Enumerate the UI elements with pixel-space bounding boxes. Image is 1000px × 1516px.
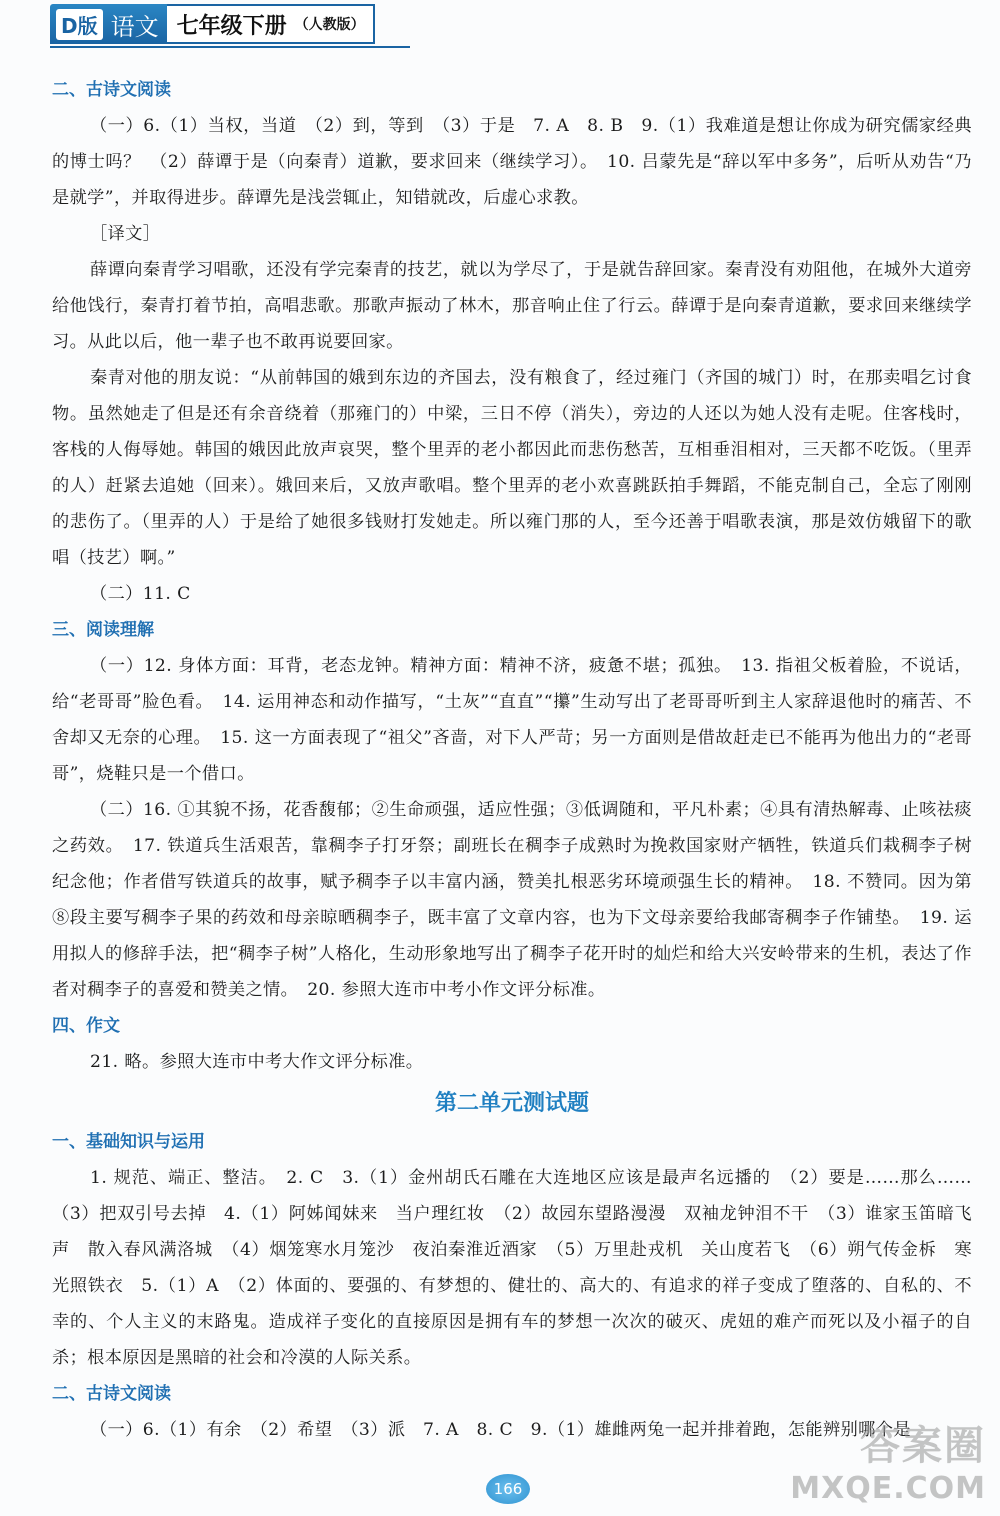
answer-paragraph: （一）6.（1）当权，当道 （2）到，等到 （3）于是 7. A 8. B 9.（1）我难道是想让你成为研究儒家经典的博士吗？ （2）薛谭于是（向秦青）道歉，要求回来（继续学习）。 10. 吕蒙先是“辞以军中多务”，后听从劝告“乃是就学”，并取得进步。薛谭先是浅尝辄止，知错就改，后虚心求教。	[52, 116, 972, 208]
answer-paragraph: 1. 规范、端正、整洁。 2. C 3.（1）金州胡氏石雕在大连地区应该是最声名远播的 （2）要是……那么…… （3）把双引号去掉 4.（1）阿姊闻妹来 当户理红妆 （2）故园东望路漫漫 双袖龙钟泪不干 （3）谁家玉笛暗飞声 散入春风满洛城 （4）烟笼寒水月笼沙 夜泊秦淮近酒家 （5）万里赴戎机 关山度若飞 （6）朔气传金柝 寒光照铁衣 5.（1）A （2）体面的、要强的、有梦想的、健壮的、高大的、有追求的祥子变成了堕落的、自私的、不幸的、个人主义的末路鬼。造成祥子变化的直接原因是拥有车的梦想一次次的破灭、虎妞的难产而死以及小福子的自杀；根本原因是黑暗的社会和冷漠的人际关系。	[52, 1168, 990, 1368]
page-number: 166	[486, 1474, 530, 1504]
section-title-reading: 三、阅读理解	[52, 620, 154, 640]
answer-paragraph: （一）6.（1）有余 （2）希望 （3）派 7. A 8. C 9.（1）雄雌两兔一起并排着跑，怎能辨别哪个是	[90, 1420, 911, 1440]
answer-paragraph: （二）16. ①其貌不扬，花香馥郁；②生命顽强，适应性强；③低调随和，平凡朴素；④具有清热解毒、止咳祛痰之药效。 17. 铁道兵生活艰苦，靠稠李子打牙祭；副班长在稠李子成熟时为挽救国家财产牺牲，铁道兵们栽稠李子树纪念他；作者借写铁道兵的故事，赋予稠李子以丰富内涵，赞美扎根恶劣环境顽强生长的精神。 18. 不赞同。因为第⑧段主要写稠李子果的药效和母亲晾晒稠李子，既丰富了文章内容，也为下文母亲要给我邮寄稠李子作铺垫。 19. 运用拟人的修辞手法，把“稠李子树”人格化，生动形象地写出了稠李子花开时的灿烂和给大兴安岭带来的生机，表达了作者对稠李子的喜爱和赞美之情。 20. 参照大连市中考小作文评分标准。	[52, 800, 972, 1000]
section-title-poetry-2: 二、古诗文阅读	[52, 1384, 171, 1404]
watermark-top: 答案圈	[860, 1423, 986, 1469]
header-right	[167, 4, 375, 44]
unit-title: 第二单元测试题	[434, 1091, 589, 1116]
edition-label: （人教版）	[294, 17, 365, 33]
answer-paragraph: （二）11. C	[90, 584, 191, 604]
answer-paragraph: （一）12. 身体方面：耳背，老态龙钟。精神方面：精神不济，疲惫不堪；孤独。 13. 指祖父板着脸，不说话，给“老哥哥”脸色看。 14. 运用神态和动作描写，“土灰”“直直”“攥”生动写出了老哥哥听到主人家辞退他时的痛苦、不舍却又无奈的心理。 15. 这一方面表现了“祖父”吝啬，对下人严苛；另一方面则是借故赶走已不能再为他出力的“老哥哥”，烧鞋只是一个借口。	[52, 656, 972, 784]
header-badge	[50, 4, 375, 44]
translation-paragraph: 薛谭向秦青学习唱歌，还没有学完秦青的技艺，就以为学尽了，于是就告辞回家。秦青没有劝阻他，在城外大道旁给他饯行，秦青打着节拍，高唱悲歌。那歌声振动了林木，那音响止住了行云。薛谭于是向秦青道歉，要求回来继续学习。从此以后，他一辈子也不敢再说要回家。	[52, 260, 972, 352]
watermark	[790, 1414, 986, 1506]
section-title-poetry: 二、古诗文阅读	[52, 80, 171, 100]
edition-badge: D版	[56, 9, 103, 40]
translation-paragraph: 秦青对他的朋友说：“从前韩国的娥到东边的齐国去，没有粮食了，经过雍门（齐国的城门）时，在那卖唱乞讨食物。虽然她走了但是还有余音绕着（那雍门的）中梁，三日不停（消失），旁边的人还以为她人没有走呢。住客栈时，客栈的人侮辱她。韩国的娥因此放声哀哭，整个里弄的老小都因此而悲伤愁苦，互相垂泪相对，三天都不吃饭。（里弄的人）赶紧去追她（回来）。娥回来后，又放声歌唱。整个里弄的老小欢喜跳跃拍手舞蹈，不能克制自己，全忘了刚刚的悲伤了。（里弄的人）于是给了她很多钱财打发她走。所以雍门那的人，至今还善于唱歌表演，那是效仿娥留下的歌唱（技艺）啊。”	[52, 368, 972, 568]
header-left	[50, 4, 167, 44]
section-title-basics: 一、基础知识与运用	[52, 1132, 205, 1152]
grade-label: 七年级下册	[176, 12, 287, 39]
subject-label: 语文	[110, 12, 159, 41]
section-title-writing: 四、作文	[52, 1016, 120, 1036]
translation-label: ［译文］	[90, 224, 161, 244]
answer-paragraph: 21. 略。参照大连市中考大作文评分标准。	[90, 1052, 424, 1072]
header-rule	[50, 46, 410, 48]
watermark-bottom: MXQE.COM	[790, 1471, 986, 1506]
